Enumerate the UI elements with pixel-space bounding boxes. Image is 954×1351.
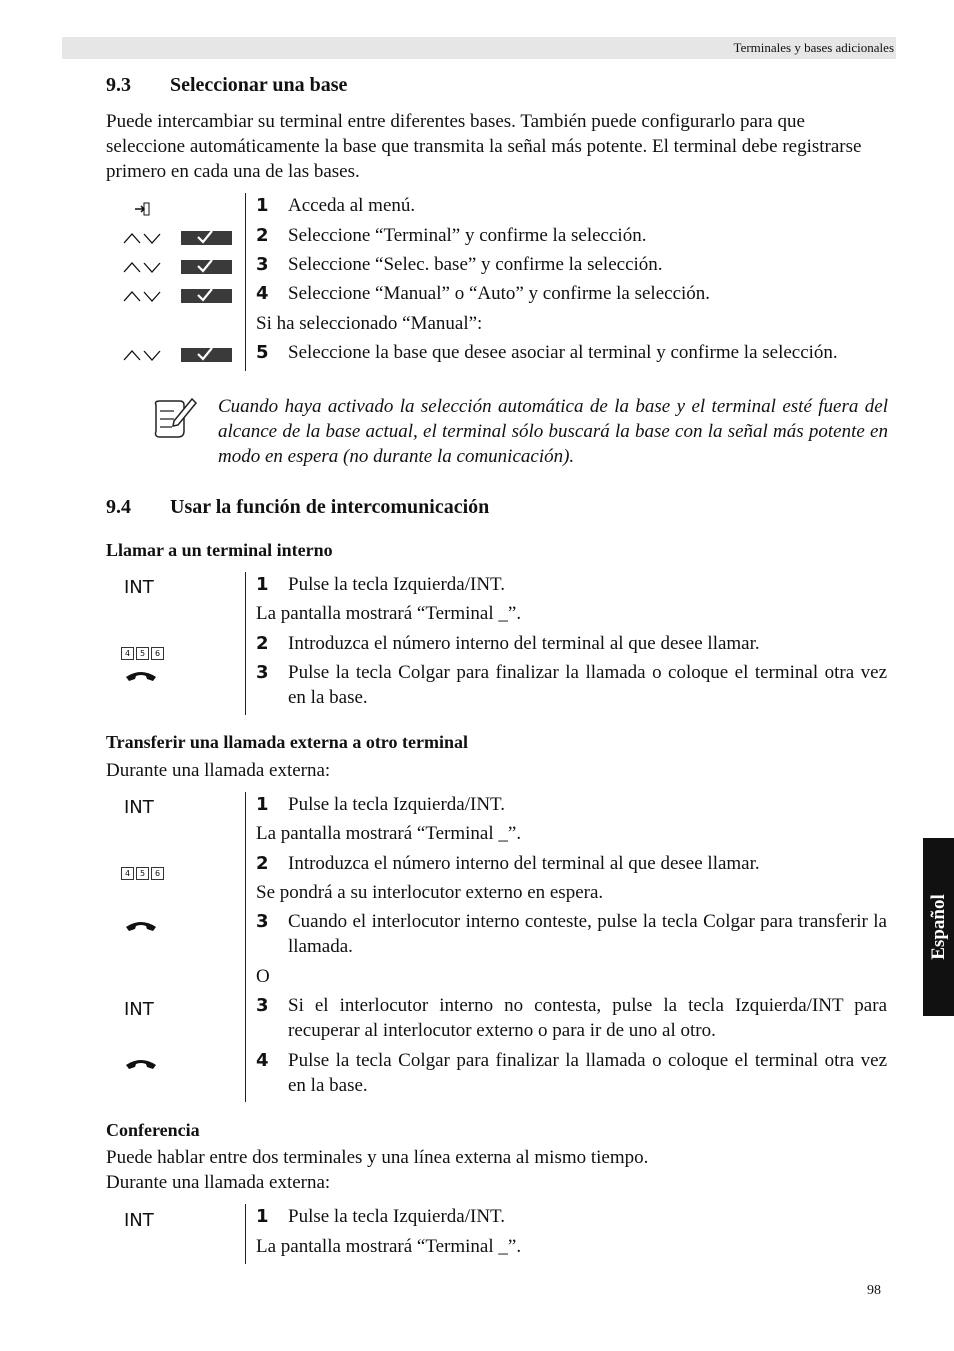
- ok-key-icon: [181, 348, 232, 362]
- step-divider: [245, 572, 246, 715]
- step-item: 1 Pulse la tecla Izquierda/INT.: [256, 574, 505, 595]
- manual-note: Si ha seleccionado “Manual”:: [256, 313, 483, 334]
- ok-key-icon: [181, 289, 232, 303]
- step-item: 1 Pulse la tecla Izquierda/INT.: [256, 1206, 505, 1227]
- int-key-icon: INT: [124, 577, 154, 598]
- step-divider: [245, 1204, 246, 1264]
- section-heading-9-4: 9.4 Usar la función de intercomunicación: [106, 496, 490, 518]
- number-keys-icon: 4 5 6: [121, 860, 166, 872]
- language-side-tab: Español: [923, 838, 954, 1016]
- section-intro: Puede intercambiar su terminal entre diferentes bases. También puede configurarlo para que seleccione automáticamente la base que transmita la señal más potente. El terminal debe registrarse primero en cada una de las bases.: [106, 111, 862, 182]
- number-keys-icon: 4 5 6: [121, 640, 166, 652]
- step-item: 3 Seleccione “Selec. base” y confirme la selección.: [256, 254, 663, 275]
- ok-key-icon: [181, 231, 232, 245]
- subsection-heading: Conferencia: [106, 1120, 200, 1140]
- ok-key-icon: [181, 260, 232, 274]
- display-text: La pantalla mostrará “Terminal _”.: [256, 603, 522, 624]
- int-key-icon: INT: [124, 999, 154, 1020]
- menu-icon: [133, 201, 151, 217]
- step-item: 3 Si el interlocutor interno no contesta, pulse la tecla Izquierda/INT para recuperar al interlocutor externo o para ir de uno al otro.: [256, 995, 887, 1041]
- up-down-arrows-icon: [122, 289, 164, 303]
- step-item: 1 Pulse la tecla Izquierda/INT.: [256, 794, 505, 815]
- page-number: 98: [867, 1283, 881, 1298]
- step-item: 3 Pulse la tecla Colgar para finalizar la llamada o coloque el terminal otra vez en la base.: [256, 662, 887, 708]
- step-item: 5 Seleccione la base que desee asociar al terminal y confirme la selección.: [256, 342, 838, 363]
- section-heading-9-3: 9.3 Seleccionar una base: [106, 74, 348, 96]
- hang-up-icon: [124, 918, 158, 932]
- hold-text: Se pondrá a su interlocutor externo en espera.: [256, 882, 604, 903]
- hang-up-icon: [124, 1056, 158, 1070]
- during-text: Durante una llamada externa:: [106, 760, 331, 781]
- int-key-icon: INT: [124, 1210, 154, 1231]
- step-item: 2 Introduzca el número interno del terminal al que desee llamar.: [256, 853, 760, 874]
- step-item: 1 Acceda al menú.: [256, 195, 416, 216]
- hang-up-icon: [124, 668, 158, 682]
- up-down-arrows-icon: [122, 348, 164, 362]
- or-text: O: [256, 966, 270, 987]
- up-down-arrows-icon: [122, 260, 164, 274]
- step-divider: [245, 193, 246, 371]
- step-divider: [245, 792, 246, 1102]
- int-key-icon: INT: [124, 797, 154, 818]
- subsection-heading: Llamar a un terminal interno: [106, 540, 333, 560]
- step-item: 4 Pulse la tecla Colgar para finalizar la llamada o coloque el terminal otra vez en la base.: [256, 1050, 887, 1096]
- subsection-heading: Transferir una llamada externa a otro terminal: [106, 732, 468, 752]
- step-item: 4 Seleccione “Manual” o “Auto” y confirme la selección.: [256, 283, 711, 304]
- step-item: 2 Introduzca el número interno del terminal al que desee llamar.: [256, 633, 760, 654]
- during-text: Durante una llamada externa:: [106, 1172, 331, 1193]
- step-item: 2 Seleccione “Terminal” y confirme la selección.: [256, 225, 647, 246]
- display-text: La pantalla mostrará “Terminal _”.: [256, 823, 522, 844]
- display-text: La pantalla mostrará “Terminal _”.: [256, 1236, 522, 1257]
- step-item: 3 Cuando el interlocutor interno conteste, pulse la tecla Colgar para transferir la llamada.: [256, 911, 887, 957]
- note-pencil-icon: [150, 395, 198, 443]
- conference-intro: Puede hablar entre dos terminales y una línea externa al mismo tiempo.: [106, 1147, 649, 1168]
- running-title: Terminales y bases adicionales: [733, 40, 894, 55]
- up-down-arrows-icon: [122, 231, 164, 245]
- note-text: Cuando haya activado la selección automática de la base y el terminal esté fuera del alcance de la base actual, el terminal sólo buscará la base con la señal más potente en modo en espera (no durante la comunicación).: [218, 396, 888, 467]
